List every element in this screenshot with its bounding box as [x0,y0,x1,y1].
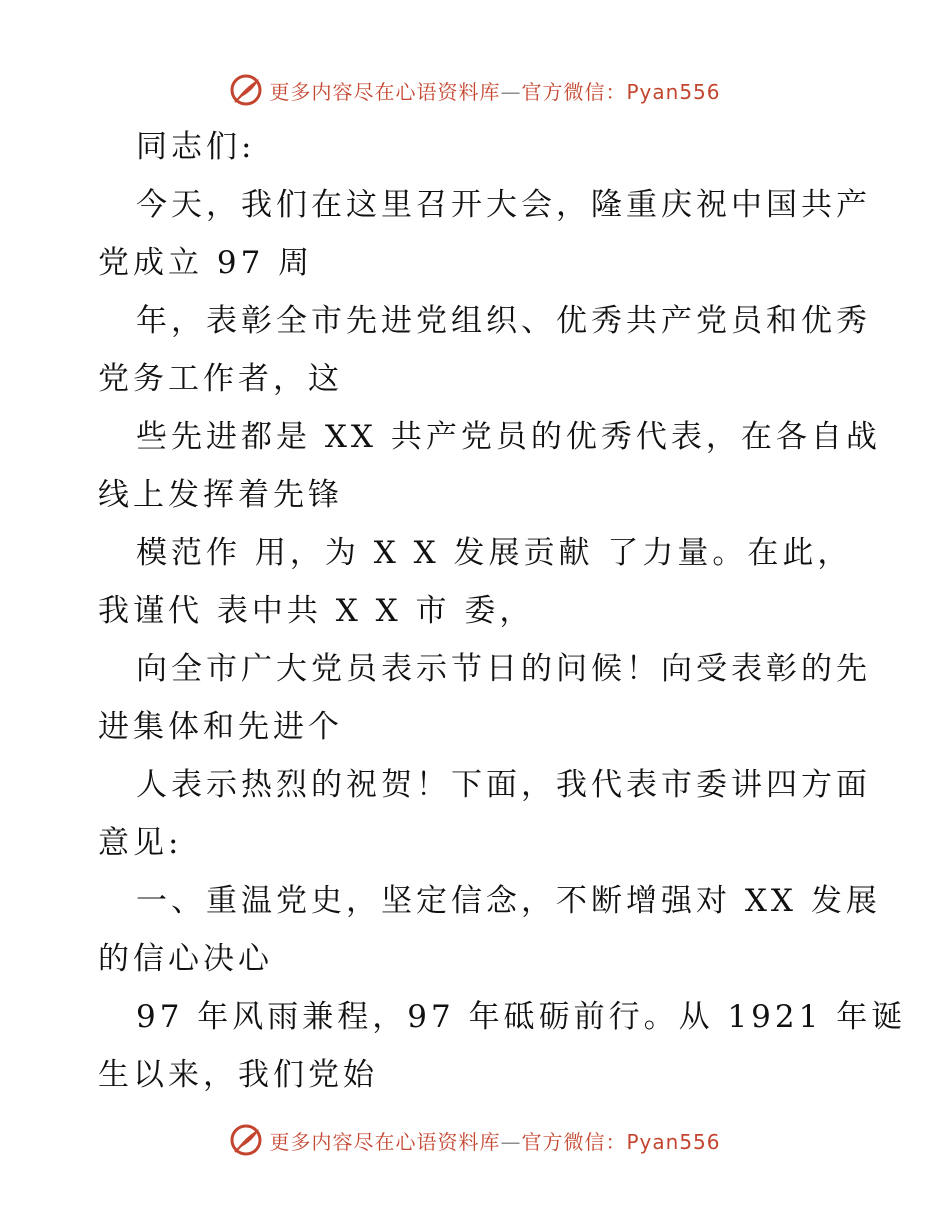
banner-dash: — [500,1129,522,1154]
body-line: 年，表彰全市先进党组织、优秀共产党员和优秀 [136,303,871,339]
banner-official-label: 官方微信： [521,79,627,104]
feather-pen-icon [229,73,263,107]
body-line: 线上发挥着先锋 [98,477,343,513]
body-line: 进集体和先进个 [98,709,343,745]
banner-official-label: 官方微信： [521,1129,627,1154]
banner-main-text: 更多内容尽在心语资料库 [269,79,501,104]
section-heading-line: 一、重温党史，坚定信念，不断增强对 XX 发展 [136,883,881,919]
banner-main-text: 更多内容尽在心语资料库 [269,1129,501,1154]
body-line: 97 年风雨兼程，97 年砥砺前行。从 1921 年诞 [136,999,907,1035]
body-line: 党务工作者，这 [98,361,343,397]
body-line: 向全市广大党员表示节日的问候！向受表彰的先 [136,651,871,687]
footer-watermark-banner [0,1120,950,1160]
body-line: 人表示热烈的祝贺！下面，我代表市委讲四方面 [136,767,871,803]
banner-handle: Pyan556 [626,1129,721,1154]
banner-dash: — [500,79,522,104]
document-body [98,118,907,1104]
body-line: 同志们: [136,129,256,165]
body-line: 生以来，我们党始 [98,1057,378,1093]
body-line: 模范作 用，为 X X 发展贡献 了力量。在此， [136,535,853,571]
body-line: 些先进都是 XX 共产党员的优秀代表，在各自战 [136,419,881,455]
body-line: 党成立 97 周 [98,245,314,281]
header-watermark-banner [0,70,950,110]
banner-text [269,1126,720,1155]
section-heading-line: 的信心决心 [98,941,273,977]
body-line: 意见: [98,825,183,861]
banner-handle: Pyan556 [626,79,721,104]
banner-text [269,76,720,105]
body-line: 今天，我们在这里召开大会，隆重庆祝中国共产 [136,187,871,223]
feather-pen-icon [229,1123,263,1157]
body-line: 我谨代 表中共 X X 市 委， [98,593,535,629]
